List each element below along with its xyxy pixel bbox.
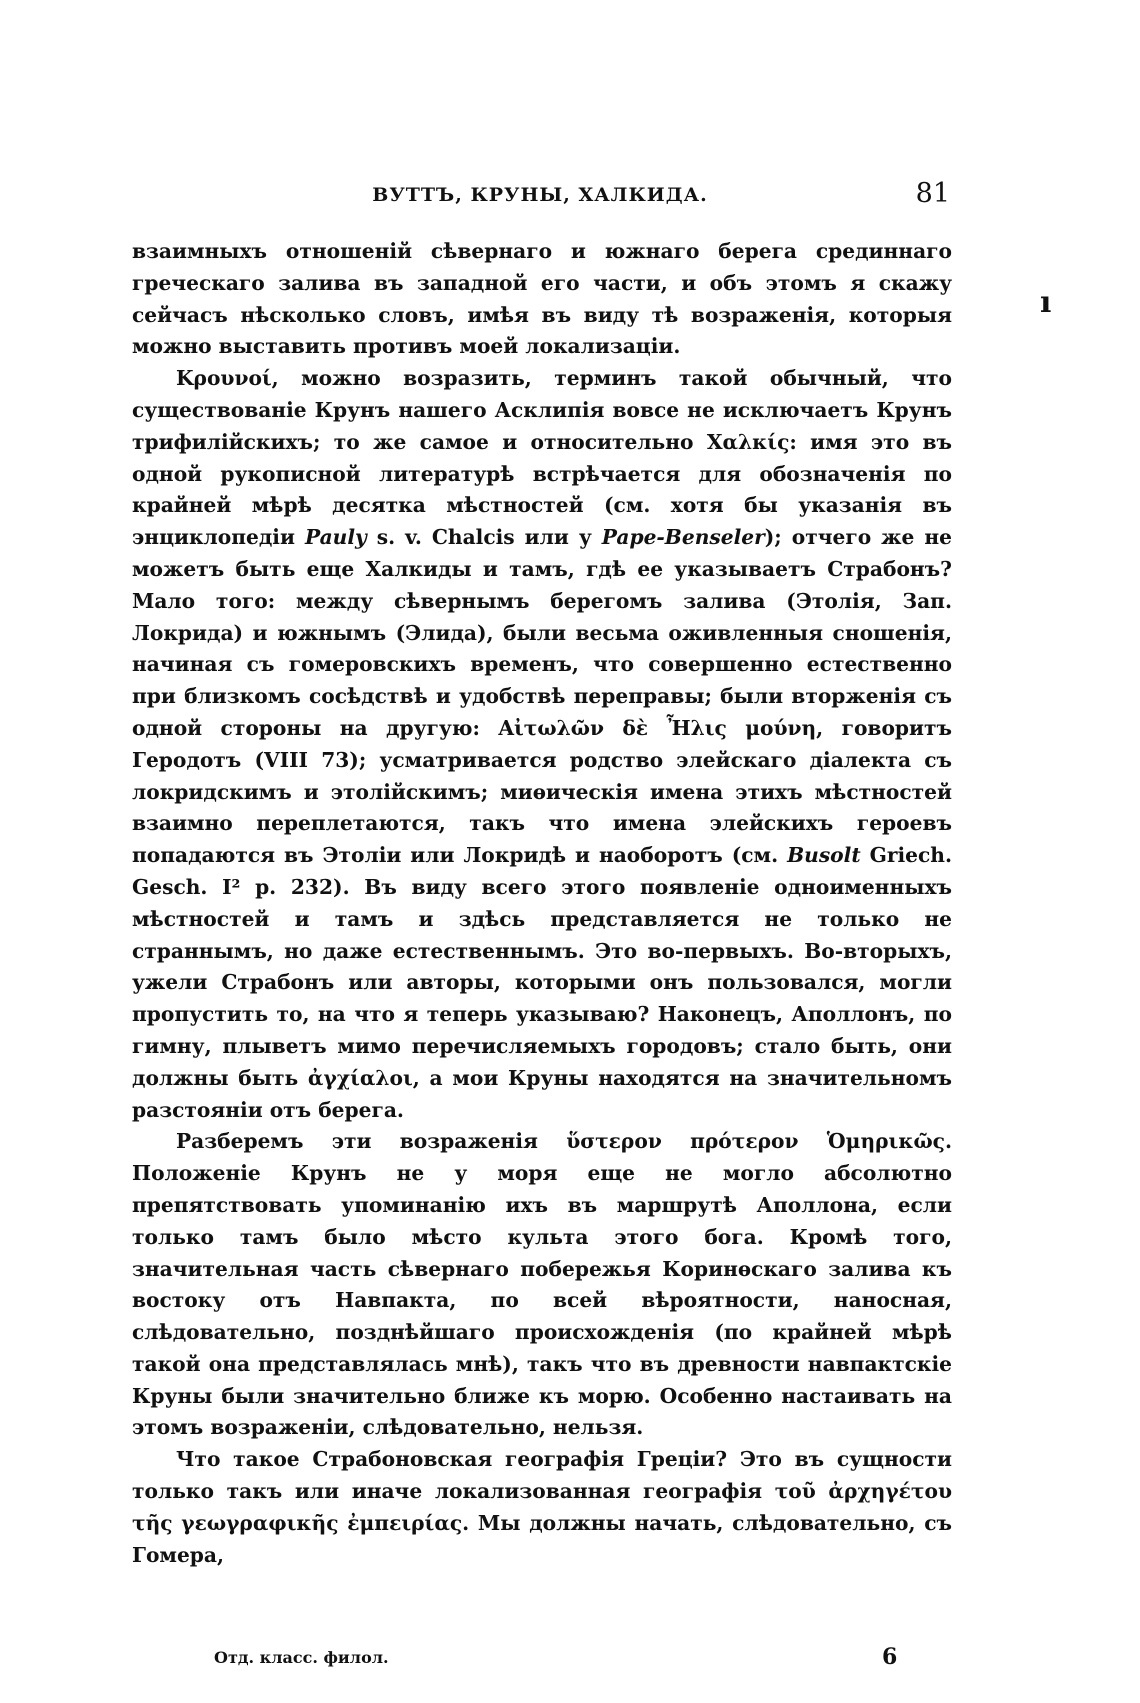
text-run: Что такое Страбоновская географія Греціи? Это въ сущности только такъ или иначе локализованная географія τοῦ ἀρχηγέτου τῆς γεωγραφικῆς ἐμπειρίας. Мы должны начать, слѣдовательно, съ Гомера, xyxy=(132,1447,952,1567)
text-run: Griech. Gesch. I² p. 232). Въ виду всего этого появленіе одноименныхъ мѣстностей и тамъ и здѣсь представляется не только не страннымъ, но даже естественнымъ. Это во-первыхъ. Во-вторыхъ, ужели Страбонъ или авторы, которыми онъ пользовался, могли пропустить то, на что я теперь указываю? Наконецъ, Аполлонъ, по гимну, плыветъ мимо перечисляемыхъ городовъ; стало быть, они должны быть ἀγχίαλοι, а мои Круны находятся на значительномъ разстояніи отъ берега. xyxy=(132,843,952,1122)
text-run: s. v. Chalcis или у xyxy=(366,525,602,550)
running-head xyxy=(130,178,950,218)
running-title: ВУТТЪ, КРУНЫ, ХАЛКИДА. xyxy=(372,184,708,206)
text-run: ); отчего же не можетъ быть еще Халкиды и тамъ, гдѣ ее указываетъ Страбонъ? Мало того: между сѣвернымъ берегомъ залива (Этолія, Зап. Локрида) и южнымъ (Элида), были весьма оживленныя сношенія, начиная съ гомеровскихъ временъ, что совершенно естественно при близкомъ сосѣдствѣ и удобствѣ переправы; были вторженія съ одной стороны на другую: Αἰτωλῶν δὲ Ἦλις μούνη, говоритъ Геродотъ (VIII 73); усматривается родство элейскаго діалекта съ локридскимъ и этолійскимъ; миѳическія имена этихъ мѣстностей взаимно переплетаются, такъ что имена элейскихъ героевъ попадаются въ Этоліи или Локридѣ и наоборотъ (см. xyxy=(132,525,953,868)
page-number: 81 xyxy=(915,178,950,209)
sheet-number: 6 xyxy=(882,1644,898,1670)
paragraph xyxy=(132,363,952,1126)
margin-mark: ı xyxy=(1040,285,1052,320)
signature-mark: Отд. класс. филол. xyxy=(214,1648,389,1667)
text-run: взаимныхъ отношеній сѣвернаго и южнаго берега срединнаго греческаго залива въ западной его части, и объ этомъ я скажу сейчасъ нѣсколько словъ, имѣя въ виду тѣ возраженія, которыя можно выставить противъ моей локализаціи. xyxy=(132,239,952,359)
italic-citation: Busolt xyxy=(787,843,861,868)
text-run: Разберемъ эти возраженія ὕστερον πρότερον Ὁμηρικῶς. Положеніе Крунъ не у моря еще не могло абсолютно препятствовать упоминанію ихъ въ маршрутѣ Аполлона, если только тамъ было мѣсто культа этого бога. Кромѣ того, значительная часть сѣвернаго побережья Коринѳскаго залива къ востоку отъ Навпакта, по всей вѣроятности, наносная, слѣдовательно, позднѣйшаго происхожденія (по крайней мѣрѣ такой она представлялась мнѣ), такъ что въ древности навпактскіе Круны были значительно ближе къ морю. Особенно настаивать на этомъ возраженіи, слѣдовательно, нельзя. xyxy=(132,1129,952,1440)
body-text xyxy=(132,236,952,1571)
paragraph xyxy=(132,236,952,363)
italic-citation: Pape-Benseler xyxy=(601,525,765,550)
italic-citation: Pauly xyxy=(304,525,367,550)
paragraph xyxy=(132,1444,952,1571)
footer xyxy=(132,1644,952,1674)
paragraph xyxy=(132,1126,952,1444)
text-run: Κρουνοί, можно возразить, терминъ такой обычный, что существованіе Крунъ нашего Асклипія вовсе не исключаетъ Крунъ трифилійскихъ; то же самое и относительно Χαλκίς: имя это въ одной рукописной литературѣ встрѣчается для обозначенія по крайней мѣрѣ десятка мѣстностей (см. хотя бы указанія въ энциклопедіи xyxy=(132,366,952,550)
